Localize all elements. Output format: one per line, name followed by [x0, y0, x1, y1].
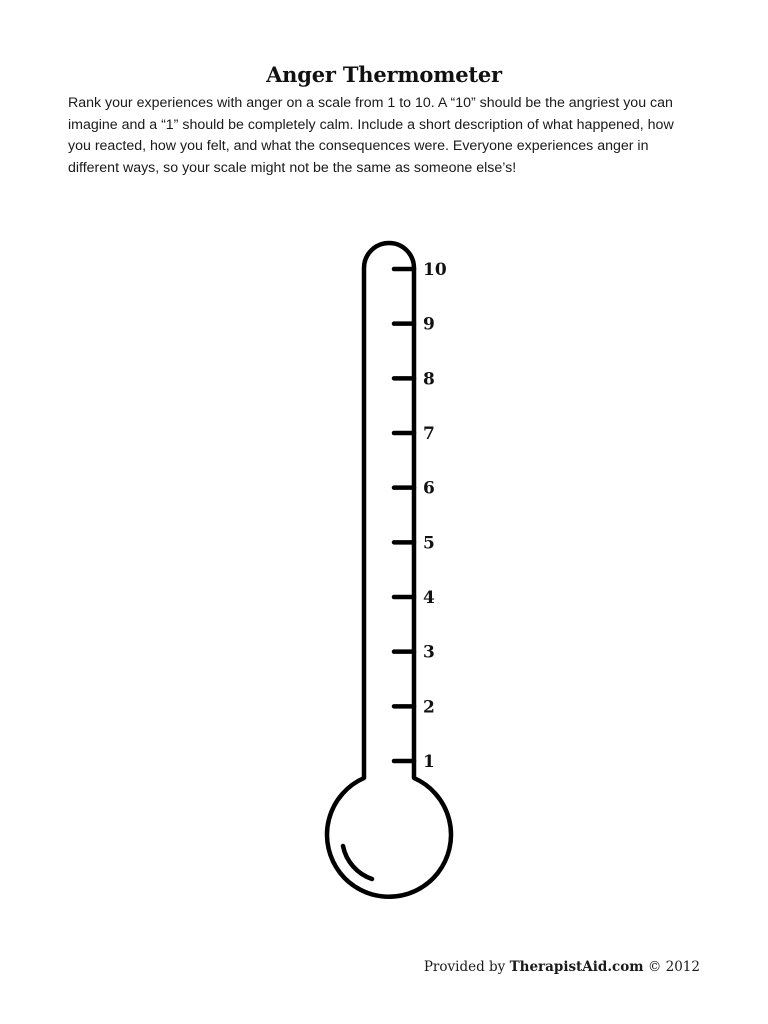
footer-prefix: Provided by: [423, 959, 510, 975]
scale-label-6: 6: [423, 478, 435, 499]
scale-label-9: 9: [423, 314, 435, 335]
scale-label-4: 4: [423, 588, 435, 608]
instructions-text: Rank your experiences with anger on a scale from 1 to 10. A “10” should be the angriest you can imagine and a “1” should be completely calm. Include a short description of what happened, how you reacted, how you felt, and what the consequences were. Everyone experiences anger in different ways, so your scale might not be the same as someone else’s!: [68, 95, 674, 177]
scale-label-2: 2: [423, 697, 435, 718]
scale-label-3: 3: [423, 642, 435, 663]
footer-brand: TherapistAid.com: [509, 959, 644, 975]
scale-label-5: 5: [423, 533, 435, 554]
scale-label-10: 10: [423, 260, 447, 280]
scale-label-1: 1: [423, 752, 435, 772]
scale-labels: [423, 260, 447, 772]
footer-copyright: © 2012: [643, 959, 700, 975]
footer-credit: [424, 957, 700, 977]
scale-label-7: 7: [423, 424, 435, 444]
bulb-highlight: [343, 846, 372, 879]
page-title: Anger Thermometer: [266, 62, 502, 88]
thermometer-outline: [327, 243, 451, 897]
scale-label-8: 8: [423, 369, 435, 390]
scale-ticks: [394, 269, 414, 761]
